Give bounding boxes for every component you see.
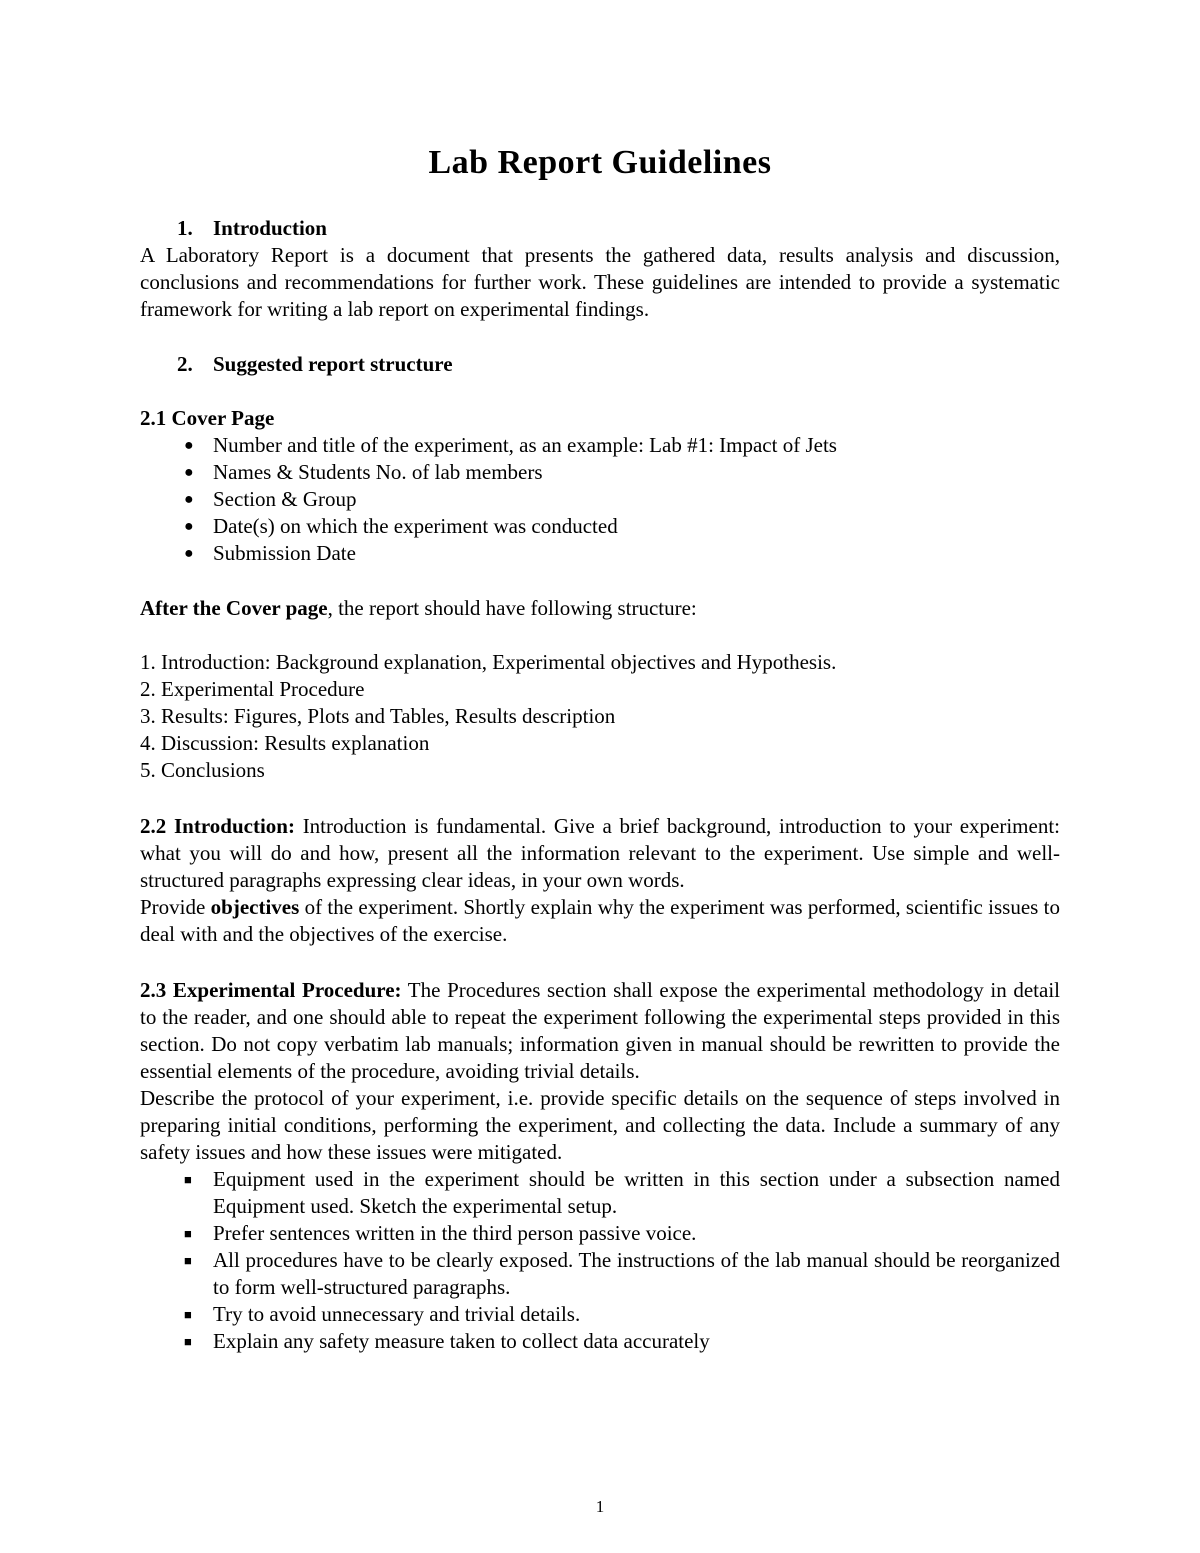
- report-structure-item: 5. Conclusions: [140, 758, 265, 782]
- section-2-3-text: The Procedures section shall expose the experimental methodology in detail to the reader, and one should able to repeat the experiment following the experimental steps provided in this section. Do not copy verbatim lab manuals; information given in manual should be rewritten to provide the essential elements of the procedure, avoiding trivial details.: [140, 978, 1060, 1083]
- section-2-2-block: [140, 813, 1060, 948]
- round-bullet-icon: ●: [184, 437, 194, 454]
- report-structure-item: 4. Discussion: Results explanation: [140, 731, 430, 755]
- section-2-2-objectives-paragraph: [140, 894, 1060, 948]
- provide-rest: of the experiment. Shortly explain why the experiment was performed, scientific issues to deal with and the objectives of the exercise.: [140, 895, 1060, 946]
- list-item: [140, 540, 1060, 567]
- document-title: Lab Report Guidelines: [428, 144, 772, 181]
- objectives-bold: objectives: [210, 895, 300, 919]
- procedure-bullet-list: [140, 1166, 1060, 1355]
- report-structure-item: 2. Experimental Procedure: [140, 677, 365, 701]
- report-structure-list: [140, 649, 1060, 784]
- intro-paragraph: A Laboratory Report is a document that presents the gathered data, results analysis and discussion, conclusions and recommendations for further work. These guidelines are intended to provide a systematic framework for writing a lab report on experimental findings.: [140, 243, 1060, 321]
- section-2-3-describe-paragraph: Describe the protocol of your experiment, i.e. provide specific details on the sequence of steps involved in preparing initial conditions, performing the experiment, and collecting the data. Include a summary of any safety issues and how these issues were mitigated.: [140, 1086, 1060, 1164]
- list-item: [140, 486, 1060, 513]
- section-2-2-paragraph: [140, 813, 1060, 894]
- section-2-3-paragraph: [140, 977, 1060, 1085]
- square-bullet-icon: ■: [184, 1307, 192, 1322]
- report-structure-item: 1. Introduction: Background explanation, Experimental objectives and Hypothesis.: [140, 650, 837, 674]
- section-1-label: Introduction: [213, 216, 327, 240]
- list-item-text: Section & Group: [213, 487, 357, 511]
- square-bullet-icon: ■: [184, 1172, 192, 1187]
- section-2-3-block: [140, 977, 1060, 1166]
- list-item-text: Names & Students No. of lab members: [213, 460, 543, 484]
- list-item-text: Number and title of the experiment, as an example: Lab #1: Impact of Jets: [213, 433, 837, 457]
- provide-prefix: Provide: [140, 895, 211, 919]
- round-bullet-icon: ●: [184, 545, 194, 562]
- section-1-number: 1.: [177, 216, 193, 240]
- after-cover-line: [140, 595, 1060, 622]
- list-item: [140, 1247, 1060, 1301]
- list-item-text: Date(s) on which the experiment was conducted: [213, 514, 618, 538]
- section-2-2-heading: 2.2 Introduction:: [140, 814, 295, 838]
- list-item-text: Prefer sentences written in the third person passive voice.: [213, 1221, 697, 1245]
- after-cover-rest: , the report should have following structure:: [327, 596, 697, 620]
- square-bullet-icon: ■: [184, 1253, 192, 1268]
- section-2-number: 2.: [177, 352, 193, 376]
- list-item: [140, 459, 1060, 486]
- list-item: [140, 1301, 1060, 1328]
- list-item: [140, 1166, 1060, 1220]
- round-bullet-icon: ●: [184, 464, 194, 481]
- list-item-text: All procedures have to be clearly exposed. The instructions of the lab manual should be reorganized to form well-structured paragraphs.: [213, 1248, 1060, 1299]
- round-bullet-icon: ●: [184, 518, 194, 535]
- square-bullet-icon: ■: [184, 1334, 192, 1349]
- section-2-heading: [140, 351, 1060, 378]
- report-structure-item: 3. Results: Figures, Plots and Tables, Results description: [140, 704, 616, 728]
- section-1-heading: [140, 215, 1060, 242]
- list-item-text: Explain any safety measure taken to collect data accurately: [213, 1329, 710, 1353]
- page-number: 1: [595, 1497, 605, 1516]
- section-2-1-heading: 2.1 Cover Page: [140, 406, 275, 430]
- after-cover-bold: After the Cover page: [140, 596, 328, 620]
- section-2-2-text: Introduction is fundamental. Give a brief background, introduction to your experiment: what you will do and how, present all the information relevant to the experiment. Use simple and well-structured paragraphs expressing clear ideas, in your own words.: [140, 814, 1060, 892]
- list-item: [140, 432, 1060, 459]
- list-item-text: Equipment used in the experiment should be written in this section under a subsection named Equipment used. Sketch the experimental setup.: [213, 1167, 1060, 1218]
- list-item: [140, 1328, 1060, 1355]
- list-item: [140, 513, 1060, 540]
- cover-page-bullet-list: [140, 432, 1060, 567]
- list-item-text: Try to avoid unnecessary and trivial details.: [213, 1302, 581, 1326]
- round-bullet-icon: ●: [184, 491, 194, 508]
- list-item: [140, 1220, 1060, 1247]
- list-item-text: Submission Date: [213, 541, 356, 565]
- section-2-label: Suggested report structure: [213, 352, 453, 376]
- square-bullet-icon: ■: [184, 1226, 192, 1241]
- section-2-3-heading: 2.3 Experimental Procedure:: [140, 978, 402, 1002]
